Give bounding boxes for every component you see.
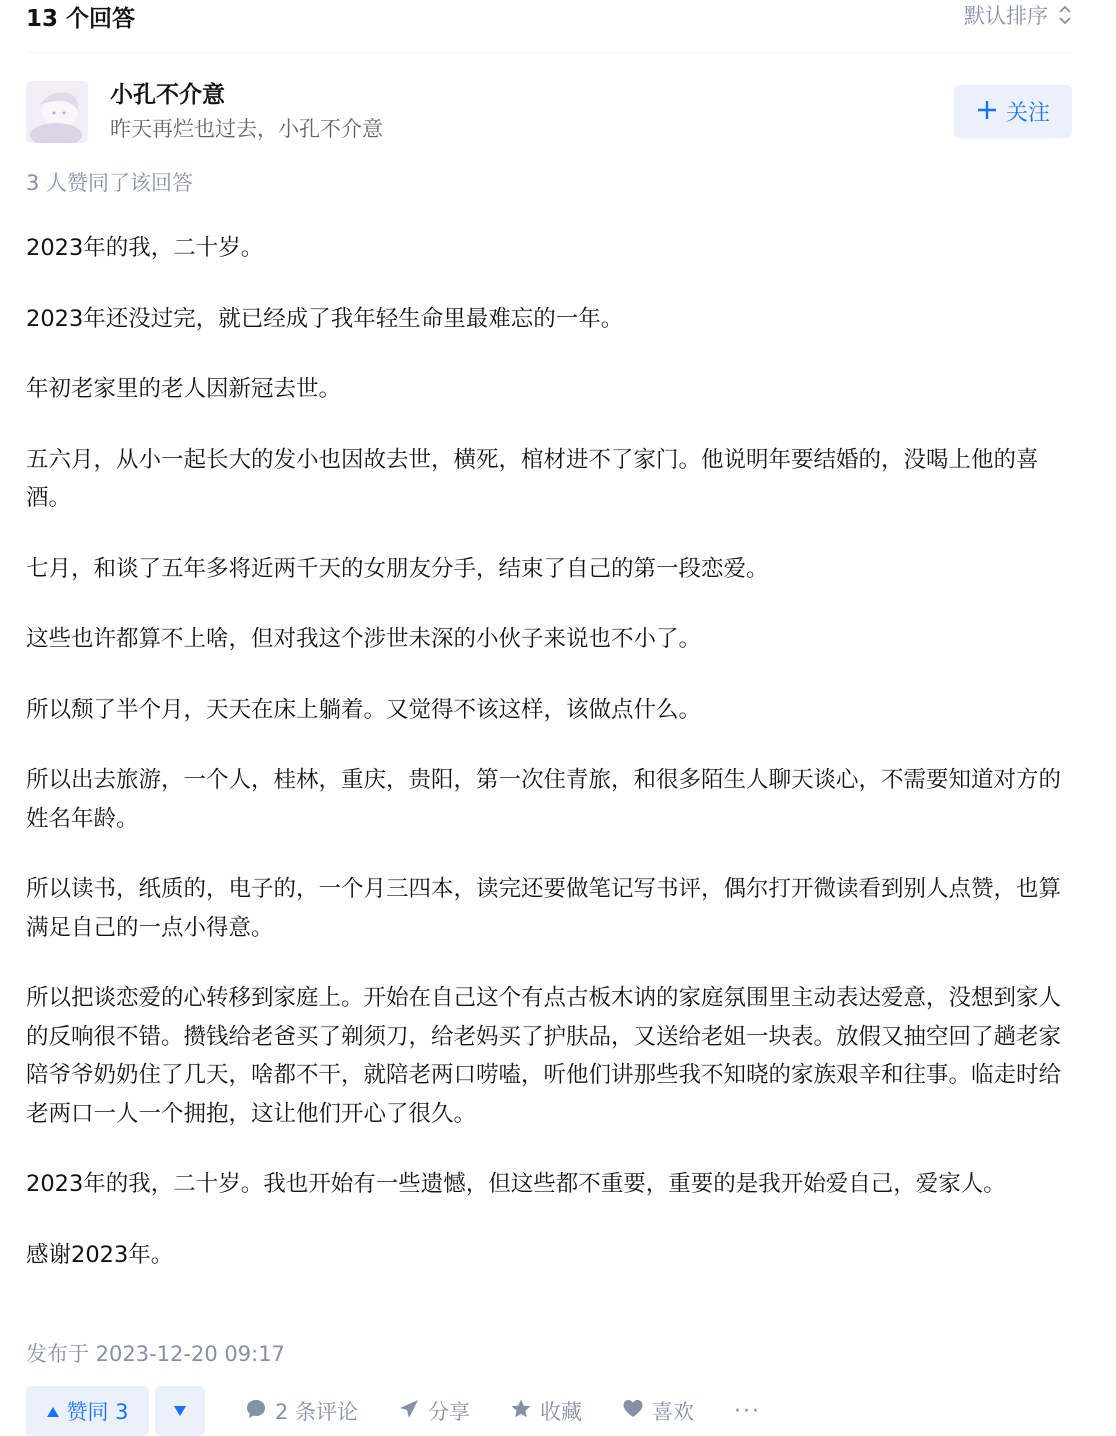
favorite-label: 收藏	[540, 1400, 583, 1424]
plus-icon	[976, 97, 998, 127]
answer-paragraph: 所以读书，纸质的，电子的，一个月三四本，读完还要做笔记写书评，偶尔打开微读看到别人点赞，也算满足自己的一点小得意。	[26, 876, 1062, 941]
triangle-up-icon	[46, 1399, 60, 1423]
comment-icon	[245, 1398, 267, 1425]
upvote-button[interactable]	[26, 1386, 149, 1436]
sort-dropdown[interactable]	[964, 0, 1072, 30]
answer-paragraph: 2023年的我，二十岁。我也开始有一些遗憾，但这些都不重要，重要的是我开始爱自己，爱家人。	[26, 1171, 1006, 1197]
answer-paragraph: 2023年的我，二十岁。	[26, 235, 264, 261]
follow-button[interactable]	[954, 85, 1072, 138]
answer-paragraph: 所以出去旅游，一个人，桂林，重庆，贵阳，第一次住青旅，和很多陌生人聊天谈心，不需要知道对方的姓名年龄。	[26, 767, 1062, 832]
like-label: 喜欢	[652, 1400, 695, 1424]
answer-paragraph: 这些也许都算不上啥，但对我这个涉世未深的小伙子来说也不小了。	[26, 626, 702, 652]
answer-paragraph: 感谢2023年。	[26, 1241, 174, 1268]
answer-paragraph: 所以颓了半个月，天天在床上躺着。又觉得不该这样，该做点什么。	[26, 696, 702, 723]
more-icon[interactable]: ···	[734, 1398, 762, 1424]
comment-label: 2 条评论	[275, 1400, 359, 1424]
star-icon	[510, 1398, 532, 1425]
follow-label: 关注	[1005, 101, 1050, 126]
downvote-button[interactable]	[155, 1386, 205, 1436]
avatar[interactable]	[26, 81, 88, 143]
answer-content	[26, 229, 1072, 1306]
header-divider	[26, 52, 1072, 53]
sort-label: 默认排序	[964, 4, 1048, 28]
answer-paragraph: 七月，和谈了五年多将近两千天的女朋友分手，结束了自己的第一段恋爱。	[26, 555, 769, 582]
author-name[interactable]: 小孔不介意	[110, 82, 225, 108]
upvote-label: 赞同 3	[66, 1400, 129, 1424]
answer-paragraph: 所以把谈恋爱的心转移到家庭上。开始在自己这个有点古板木讷的家庭氛围里主动表达爱意，没想到家人的反响很不错。攒钱给老爸买了剃须刀，给老妈买了护肤品，又送给老姐一块表。放假又抽空回了趟老家陪爷爷奶奶住了几天，啥都不干，就陪老两口唠嗑，听他们讲那些我不知晓的家族艰辛和往事。临走时给老两口一人一个拥抱，这让他们开心了很久。	[26, 985, 1062, 1127]
answer-paragraph: 五六月，从小一起长大的发小也因故去世，横死，棺材进不了家门。他说明年要结婚的，没喝上他的喜酒。	[26, 446, 1039, 511]
sort-chevron-icon	[1058, 4, 1072, 26]
publish-time[interactable]: 发布于 2023-12-20 09:17	[26, 1342, 285, 1366]
answer-paragraph: 2023年还没过完，就已经成了我年轻生命里最难忘的一年。	[26, 305, 624, 332]
paper-plane-icon	[398, 1398, 420, 1425]
author-bio: 昨天再烂也过去，小孔不介意	[110, 117, 383, 141]
approve-note: 3 人赞同了该回答	[26, 171, 194, 195]
action-bar	[26, 1386, 761, 1436]
answer-paragraph: 年初老家里的老人因新冠去世。	[26, 376, 342, 402]
share-label: 分享	[428, 1400, 471, 1424]
triangle-down-icon	[173, 1402, 187, 1421]
answer-count: 13 个回答	[26, 6, 136, 32]
answers-header	[26, 0, 1072, 32]
heart-icon	[622, 1398, 644, 1425]
